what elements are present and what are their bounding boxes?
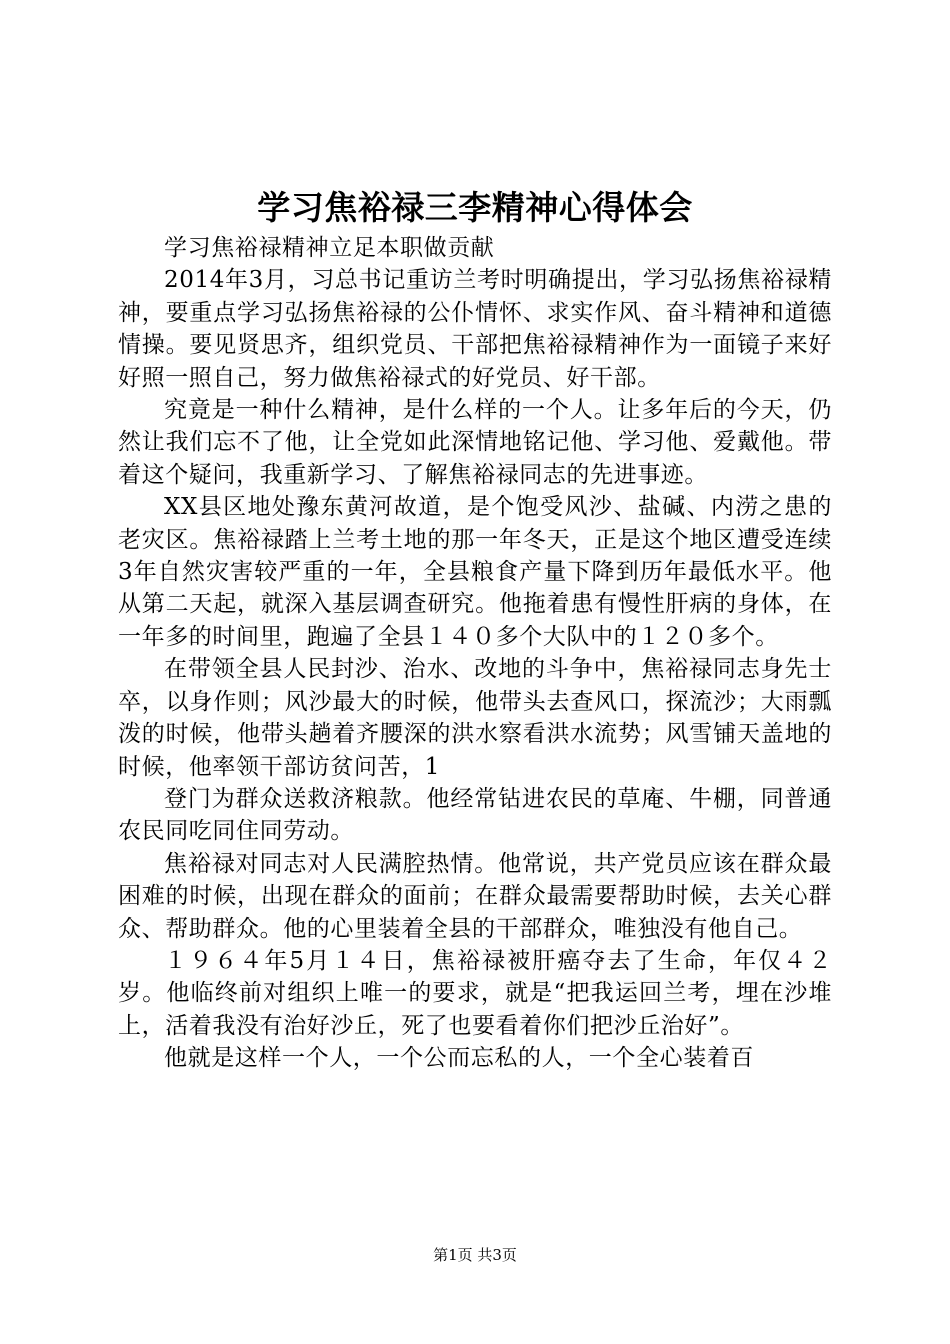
document-title: 学习焦裕禄三李精神心得体会 <box>257 188 693 227</box>
body-paragraph: 2014年3月，习总书记重访兰考时明确提出，学习弘扬焦裕禄精神，要重点学习弘扬焦裕禄的公仆情怀、求实作风、奋斗精神和道德情操。要见贤思齐，组织党员、干部把焦裕禄精神作为一面镜子来好好照一照自己，努力做焦裕禄式的好党员、好干部。 <box>118 267 832 391</box>
body-paragraph: 他就是这样一个人，一个公而忘私的人，一个全心装着百 <box>164 1045 754 1072</box>
body-paragraph: 登门为群众送救济粮款。他经常钻进农民的草庵、牛棚，同普通农民同吃同住同劳动。 <box>118 785 832 845</box>
body-paragraph: XX县区地处豫东黄河故道，是个饱受风沙、盐碱、内涝之患的老灾区。焦裕禄踏上兰考土地的那一年冬天，正是这个地区遭受连续3年自然灾害较严重的一年，全县粮食产量下降到历年最低水平。他从第二天起，就深入基层调查研究。他拖着患有慢性肝病的身体，在一年多的时间里，跑遍了全县１４０多个大队中的１２０多个。 <box>118 494 832 650</box>
body-paragraph: 在带领全县人民封沙、治水、改地的斗争中，焦裕禄同志身先士卒，以身作则；风沙最大的时候，他带头去查风口，探流沙；大雨瓢泼的时候，他带头趟着齐腰深的洪水察看洪水流势；风雪铺天盖地的时候，他率领干部访贫问苦，1 <box>118 656 832 780</box>
body-paragraph: 焦裕禄对同志对人民满腔热情。他常说，共产党员应该在群众最困难的时候，出现在群众的面前；在群众最需要帮助时候，去关心群众、帮助群众。他的心里装着全县的干部群众，唯独没有他自己。 <box>118 850 832 942</box>
body-paragraph: １９６４年5月１４日，焦裕禄被肝癌夺去了生命，年仅４２岁。他临终前对组织上唯一的要求，就是“把我运回兰考，埋在沙堆上，活着我没有治好沙丘，死了也要看着你们把沙丘治好”。 <box>118 947 832 1039</box>
body-paragraph: 究竟是一种什么精神，是什么样的一个人。让多年后的今天，仍然让我们忘不了他，让全党如此深情地铭记他、学习他、爱戴他。带着这个疑问，我重新学习、了解焦裕禄同志的先进事迹。 <box>118 397 832 488</box>
document-body <box>118 232 832 1075</box>
page-number-footer: 第1页 共3页 <box>433 1246 517 1264</box>
subtitle-paragraph: 学习焦裕禄精神立足本职做贡献 <box>164 235 495 261</box>
